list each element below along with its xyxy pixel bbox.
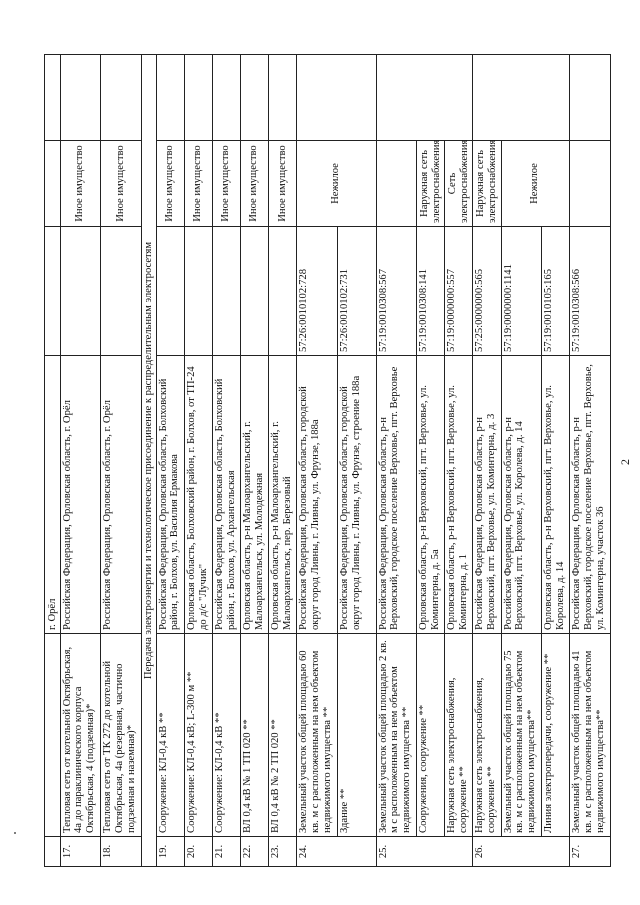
section-title: Передача электроэнергии и технологическое присоединение к распределительным электросетям bbox=[141, 55, 156, 867]
table-row bbox=[473, 55, 501, 867]
cell-num: 19. bbox=[156, 837, 184, 867]
cell-kind: Иное имущество bbox=[184, 141, 212, 227]
cell-num: 21. bbox=[212, 837, 240, 867]
cell-kind: Иное имущество bbox=[212, 141, 240, 227]
cell-kind: Наружная сеть электроснабжения bbox=[473, 141, 501, 227]
cell-empty bbox=[268, 55, 296, 141]
cell-address: Орловская область, р-н Верховский, пгт. Верховье, ул. Коминтерна, д. 5а bbox=[417, 356, 445, 634]
cell-address: Российская Федерация, Орловская область, городской округ город Ливны, г. Ливны, ул. Фрунзе, 188а bbox=[297, 356, 338, 634]
cell-address: Российская Федерация, Орловская область, г. Орёл bbox=[101, 356, 142, 634]
cell-empty bbox=[376, 55, 473, 141]
cell-num: 17. bbox=[60, 837, 101, 867]
cell-num: 26. bbox=[473, 837, 570, 867]
cell-name: Земельный участок общей площадью 60 кв. м с расположенным на нем объектом недвижимого имущества ** bbox=[297, 634, 338, 837]
cell-num: 22. bbox=[240, 837, 268, 867]
section-row bbox=[141, 55, 156, 867]
cell-cadastre bbox=[268, 227, 296, 356]
table-row bbox=[268, 55, 296, 867]
table-row bbox=[570, 55, 611, 867]
cell-address: Орловская область, р-н Верховский, пгт. Верховье, ул. Королева, д. 14 bbox=[542, 356, 570, 634]
cell-empty bbox=[212, 55, 240, 141]
cell-num: 27. bbox=[570, 837, 611, 867]
table-row-continuation bbox=[45, 55, 61, 867]
cell-empty bbox=[184, 55, 212, 141]
cell-address: Российская Федерация, Орловская область, городской округ город Ливны, г. Ливны, ул. Фрунзе, строение 188а bbox=[337, 356, 376, 634]
cell-empty bbox=[473, 55, 570, 141]
cell-cadastre: 57:19:0010105:165 bbox=[542, 227, 570, 356]
cell-kind: Иное имущество bbox=[101, 141, 142, 227]
cell-empty bbox=[240, 55, 268, 141]
cell-kind: Наружная сеть электроснабжения bbox=[417, 141, 445, 227]
table-row bbox=[417, 55, 445, 867]
cell-num: 20. bbox=[184, 837, 212, 867]
cell-address: г. Орёл bbox=[45, 356, 61, 634]
page-number: 2 bbox=[618, 459, 632, 465]
cell-address: Орловская область, р-н Малоархангельский, г. Малоархангельск, ул. Молодежная bbox=[240, 356, 268, 634]
cell-address: Российская Федерация, Орловская область, р-н Верховский, городское поселение Верховье, пгт. Верховье bbox=[376, 356, 417, 634]
cell-name: Сооружение: КЛ-0,4 кВ ** bbox=[212, 634, 240, 837]
cell-address: Российская Федерация, Орловская область, р-н Верховский, городское поселение Верховье, пгт. Верховье, ул. Коминтерна, участок 36 bbox=[570, 356, 611, 634]
cell-address: Российская Федерация, Орловская область, г. Орёл bbox=[60, 356, 101, 634]
table-row bbox=[445, 55, 473, 867]
cell-name: Сооружение: КЛ-0,4 кВ; L-300 м ** bbox=[184, 634, 212, 837]
cell-cadastre: 57:19:0010308:566 bbox=[570, 227, 611, 356]
cell-cadastre bbox=[101, 227, 142, 356]
cell-address: Российская Федерация, Орловская область, р-н Верховский, пгт. Верховье, ул. Королева, д. 14 bbox=[501, 356, 542, 634]
table-row bbox=[184, 55, 212, 867]
cell-num: 25. bbox=[376, 837, 473, 867]
cell-address: Орловская область, Болховский район, г. Болхов, от ТП-24 до д/с "Лучик" bbox=[184, 356, 212, 634]
table-row bbox=[156, 55, 184, 867]
table-row bbox=[212, 55, 240, 867]
cell-name: Земельный участок общей площадью 2 кв. м с расположенным на нем объектом недвижимого имущества ** bbox=[376, 634, 417, 837]
cell-num: 23. bbox=[268, 837, 296, 867]
cell-empty bbox=[297, 55, 377, 141]
cell-name: Наружная сеть электроснабжения, сооружение ** bbox=[445, 634, 473, 837]
cell-name: ВЛ 0,4 кВ № 2 ТП 020 ** bbox=[268, 634, 296, 837]
cell-name: Земельный участок общей площадью 41 кв. м с расположенным на нем объектом недвижимого имущества** bbox=[570, 634, 611, 837]
cell-cadastre bbox=[184, 227, 212, 356]
cell-empty bbox=[45, 227, 61, 356]
cell-address: Орловская область, р-н Малоархангельский, г. Малоархангельск, пер. Березовый bbox=[268, 356, 296, 634]
table-row bbox=[60, 55, 101, 867]
cell-empty bbox=[45, 634, 61, 837]
cell-name: Земельный участок общей площадью 75 кв. м с расположенным на нем объектом недвижимого имущества** bbox=[501, 634, 542, 837]
cell-empty bbox=[45, 55, 61, 141]
cell-kind: Иное имущество bbox=[156, 141, 184, 227]
cell-kind: Нежилое bbox=[501, 141, 570, 227]
cell-name: ВЛ 0,4 кВ № 1 ТП 020 ** bbox=[240, 634, 268, 837]
cell-num: 24. bbox=[297, 837, 377, 867]
cell-kind: Иное имущество bbox=[60, 141, 101, 227]
cell-cadastre bbox=[212, 227, 240, 356]
table-row bbox=[376, 55, 417, 867]
cell-num: 18. bbox=[101, 837, 142, 867]
cell-name: Тепловая сеть от котельной Октябрьская, 4а до параклинического корпуса Октябрьская, 4 (подземная)* bbox=[60, 634, 101, 837]
cell-cadastre: 57:19:0000000:557 bbox=[445, 227, 473, 356]
cell-kind bbox=[570, 141, 611, 227]
cell-address: Российская Федерация, Орловская область, Болховский район, г. Болхов, ул. Архангельская bbox=[212, 356, 240, 634]
cell-empty bbox=[156, 55, 184, 141]
cell-kind bbox=[376, 141, 417, 227]
table-row bbox=[501, 55, 542, 867]
cell-empty bbox=[60, 55, 101, 141]
cell-name: Сооружения, сооружение ** bbox=[417, 634, 445, 837]
property-table bbox=[44, 54, 611, 867]
cell-cadastre bbox=[60, 227, 101, 356]
cell-cadastre: 57:19:0010308:141 bbox=[417, 227, 445, 356]
cell-cadastre: 57:26:0010102:728 bbox=[297, 227, 338, 356]
cell-name: Сооружение: КЛ-0,4 кВ ** bbox=[156, 634, 184, 837]
cell-empty bbox=[570, 55, 611, 141]
cell-kind: Иное имущество bbox=[268, 141, 296, 227]
cell-kind: Сеть электроснабжения bbox=[445, 141, 473, 227]
cell-address: Российская Федерация, Орловская область, р-н Верховский, пгт. Верховье, ул. Коминтерна, д. 3 bbox=[473, 356, 501, 634]
table-row bbox=[240, 55, 268, 867]
cell-cadastre: 57:26:0010102:731 bbox=[337, 227, 376, 356]
cell-cadastre: 57:25:0000000:565 bbox=[473, 227, 501, 356]
cell-cadastre bbox=[156, 227, 184, 356]
cell-cadastre: 57:19:0000000:1141 bbox=[501, 227, 542, 356]
cell-cadastre: 57:19:0010308:567 bbox=[376, 227, 417, 356]
cell-name: Тепловая сеть от ТК 272 до котельной Октябрьская, 4а (резервная, частично подземная и наземная)* bbox=[101, 634, 142, 837]
scan-speck bbox=[14, 832, 16, 834]
cell-name: Наружная сеть электроснабжения, сооружение ** bbox=[473, 634, 501, 837]
cell-empty bbox=[45, 837, 61, 867]
cell-address: Российская Федерация, Орловская область, Болховский район, г. Болхов, ул. Василия Ермакова bbox=[156, 356, 184, 634]
cell-address: Орловская область, р-н Верховский, пгт. Верховье, ул. Коминтерна, д. 1 bbox=[445, 356, 473, 634]
cell-empty bbox=[45, 141, 61, 227]
cell-cadastre bbox=[240, 227, 268, 356]
cell-kind: Нежилое bbox=[297, 141, 377, 227]
table-row bbox=[297, 55, 338, 867]
cell-name: Линия электропередачи, сооружение ** bbox=[542, 634, 570, 837]
cell-kind: Иное имущество bbox=[240, 141, 268, 227]
cell-empty bbox=[101, 55, 142, 141]
cell-name: Здание ** bbox=[337, 634, 376, 837]
table-row bbox=[101, 55, 142, 867]
